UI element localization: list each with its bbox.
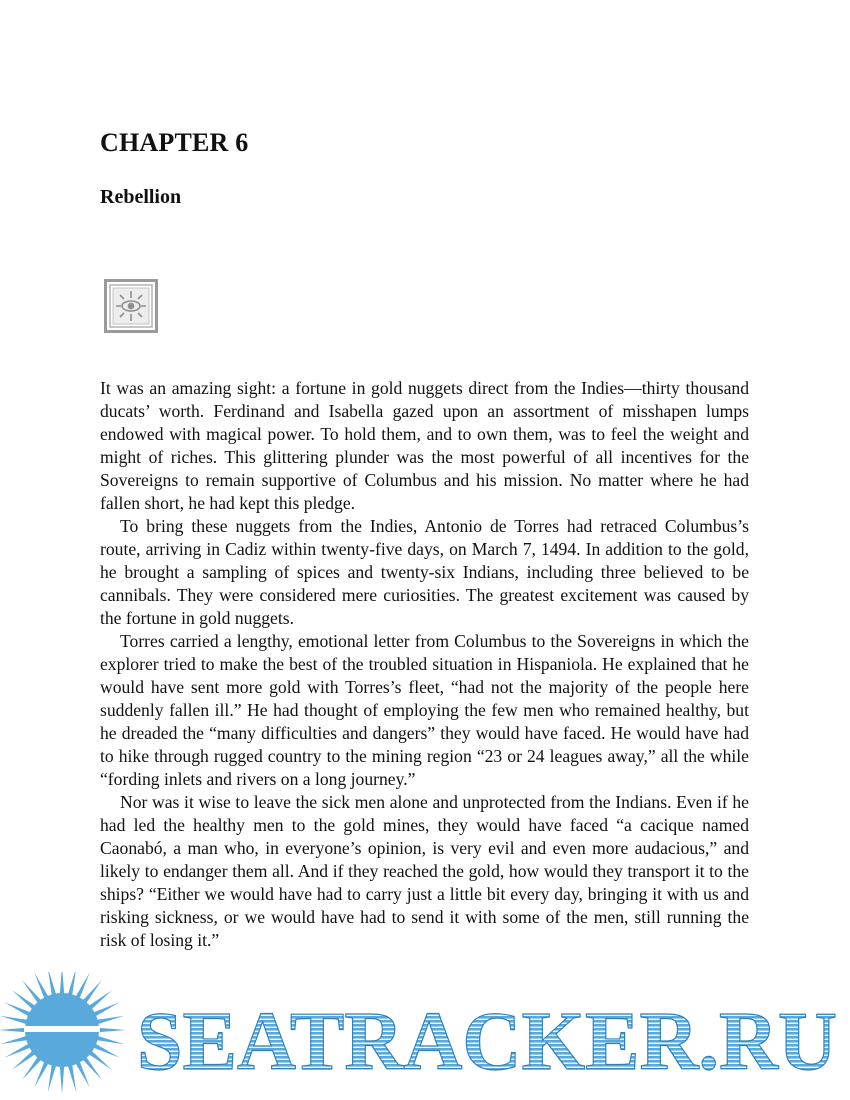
watermark [0, 972, 850, 1100]
chapter-title: CHAPTER 6 [100, 128, 249, 157]
paragraph: Torres carried a lengthy, emotional letter from Columbus to the Sovereigns in which the explorer tried to make the best of the troubled situation in Hispaniola. He explained that he would have sent more gold with Torres’s fleet, “had not the majority of the people here suddenly fallen ill.” He had thought of employing the few men who remained healthy, but he dreaded the “many difficulties and dangers” they would have faced. He would have had to hike through rugged country to the mining region “23 or 24 leagues away,” all the while “fording inlets and rivers on a long journey.” [100, 631, 749, 789]
body-text [100, 377, 749, 952]
paragraph: Nor was it wise to leave the sick men alone and unprotected from the Indians. Even if he had led the healthy men to the gold mines, they would have faced “a cacique named Caonabó, a man who, in everyone’s opinion, is very evil and even more audacious,” and likely to endanger them all. And if they reached the gold, how would they transport it to the ships? “Either we would have had to carry just a little bit every day, bringing it with us and risking sickness, or we would have had to send it with some of the men, still running the risk of losing it.” [100, 792, 749, 950]
paragraph: It was an amazing sight: a fortune in gold nuggets direct from the Indies—thirty thousand ducats’ worth. Ferdinand and Isabella gazed upon an assortment of misshapen lumps endowed with magical power. To hold them, and to own them, was to feel the weight and might of riches. This glittering plunder was the most powerful of all incentives for the Sovereigns to remain supportive of Columbus and his mission. No matter where he had fallen short, he had kept this pledge. [100, 378, 749, 513]
paragraph: To bring these nuggets from the Indies, Antonio de Torres had retraced Columbus’s route, arriving in Cadiz within twenty-five days, on March 7, 1494. In addition to the gold, he brought a sampling of spices and twenty-six Indians, including three believed to be cannibals. They were considered mere curiosities. The greatest excitement was caused by the fortune in gold nuggets. [100, 516, 749, 628]
chapter-subtitle: Rebellion [100, 186, 182, 208]
floral-square-ornament-icon [104, 279, 158, 333]
watermark-text: SEATRACKER.RU [137, 995, 837, 1088]
sun-icon [0, 972, 126, 1094]
